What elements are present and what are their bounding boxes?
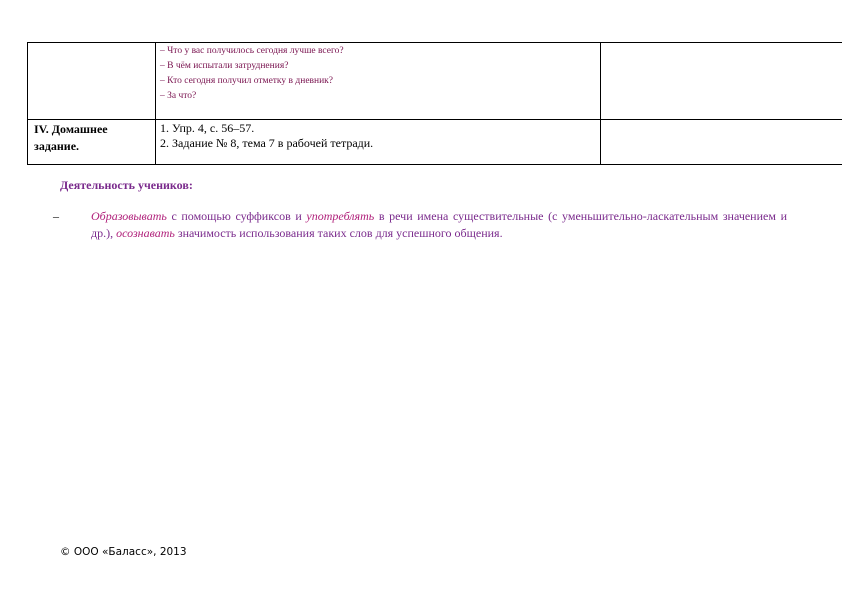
- activity-heading: Деятельность учеников:: [60, 178, 193, 192]
- lesson-plan-table: [27, 42, 842, 165]
- table-row: [28, 120, 842, 165]
- notes-cell: [601, 120, 842, 165]
- activity-verb: осознавать: [116, 226, 175, 240]
- question-line: – В чём испытали затруднения?: [160, 61, 289, 71]
- activity-verb: Образовывать: [91, 209, 167, 223]
- homework-item: 1. Упр. 4, с. 56–57.: [160, 121, 255, 135]
- activity-text-part: с помощью суффиксов и: [166, 209, 307, 223]
- stage-title: IV. Домашнее: [34, 122, 108, 136]
- stage-cell: [28, 43, 156, 120]
- activity-verb: употреблять: [306, 209, 375, 223]
- activity-text-part: значимость использования таких слов для успешного общения.: [174, 226, 503, 240]
- activity-bullet: [53, 208, 787, 242]
- homework-cell: [156, 120, 601, 165]
- question-line: – Кто сегодня получил отметку в дневник?: [160, 76, 334, 86]
- question-line: – Что у вас получилось сегодня лучше всего?: [160, 46, 344, 56]
- stage-cell: [28, 120, 156, 165]
- bullet-dash: –: [53, 209, 59, 223]
- homework-item: 2. Задание № 8, тема 7 в рабочей тетради.: [160, 136, 374, 150]
- notes-cell: [601, 43, 842, 120]
- activity-text: [63, 208, 787, 242]
- copyright-footer: © ООО «Баласс», 2013: [60, 546, 187, 558]
- stage-title: задание.: [34, 139, 80, 153]
- question-line: – За что?: [160, 91, 197, 101]
- activity-text-part: в речи имена существительные (с уменьшительно-ласкательным значением и др.),: [91, 209, 787, 240]
- questions-cell: [156, 43, 601, 120]
- table-row: [28, 43, 842, 120]
